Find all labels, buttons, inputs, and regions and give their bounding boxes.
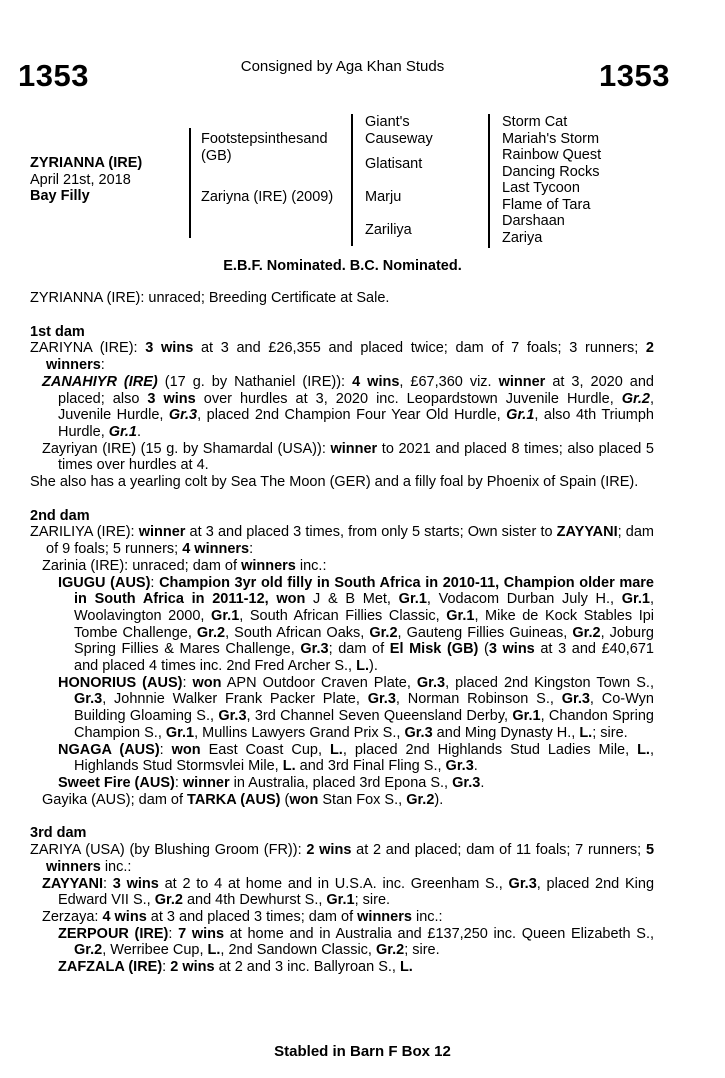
g3-8: Zariya	[502, 229, 543, 246]
zarinia-entry: Zarinia (IRE): unraced; dam of winners inc.:	[42, 557, 327, 574]
zerzaya-entry: Zerzaya: 4 wins at 3 and placed 3 times; dam of winners inc.:	[42, 908, 443, 925]
horse-info	[30, 155, 142, 205]
lot-number-left: 1353	[18, 58, 89, 93]
igugu-entry: IGUGU (AUS): Champion 3yr old filly in South Africa in 2010-11, Champion older mare in South Africa in 2011-12, won J & B Met, Gr.1, Vodacom Durban July H., Gr.1, Woolavington 2000, Gr.1, South African Fillies Classic, Gr.1, Mike de Kock Stables Ipi Tombe Challenge, Gr.2, South African Oaks, Gr.2, Gauteng Fillies Guineas, Gr.2, Joburg Spring Fillies & Mares Challenge, Gr.3; dam of El Misk (GB) (3 wins at 3 and £40,671 and placed 4 times inc. 2nd Fred Archer S., L.).	[58, 574, 655, 675]
sire-sire: Giant's Causeway	[365, 114, 433, 147]
dam: Zariyna (IRE) (2009)	[201, 189, 334, 205]
pedigree-divider-2	[351, 114, 353, 246]
ngaga-entry: NGAGA (AUS): won East Coast Cup, L., placed 2nd Highlands Stud Ladies Mile, L., Highlands Stud Stormsvlei Mile, L. and 3rd Final Fling S., Gr.3.	[58, 741, 654, 775]
third-dam-entry: ZARIYA (USA) (by Blushing Groom (FR)): 2 wins at 2 and placed; dam of 11 foals; 7 runners; 5 winners inc.:	[30, 842, 655, 875]
pedigree-divider-3	[488, 114, 490, 248]
sweet-fire-entry: Sweet Fire (AUS): winner in Australia, placed 3rd Epona S., Gr.3.	[58, 774, 485, 791]
zayriyan-entry: Zayriyan (IRE) (15 g. by Shamardal (USA)): winner to 2021 and placed 8 times; also placed 5 times over hurdles at 4.	[42, 440, 654, 474]
intro: ZYRIANNA (IRE): unraced; Breeding Certificate at Sale.	[30, 290, 390, 306]
second-dam-heading: 2nd dam	[30, 507, 90, 524]
zayyani-entry: ZAYYANI: 3 wins at 2 to 4 at home and in U.S.A. inc. Greenham S., Gr.3, placed 2nd King Edward VII S., Gr.2 and 4th Dewhurst S., Gr.1; sire.	[42, 875, 655, 909]
honorius-entry: HONORIUS (AUS): won APN Outdoor Craven Plate, Gr.3, placed 2nd Kingston Town S., Gr.3, Johnnie Walker Frank Packer Plate, Gr.3, Norman Robinson S., Gr.3, Co-Wyn Building Gloaming S., Gr.3, 3rd Channel Seven Queensland Derby, Gr.1, Chandon Spring Champion S., Gr.1, Mullins Lawyers Grand Prix S., Gr.3 and Ming Dynasty H., L.; sire.	[58, 674, 654, 741]
g3-6: Flame of Tara	[502, 196, 591, 213]
g3-7: Darshaan	[502, 213, 565, 229]
zanahiyr-entry: ZANAHIYR (IRE) (17 g. by Nathaniel (IRE)): 4 wins, £67,360 viz. winner at 3, 2020 and placed; also 3 wins over hurdles at 3, 2020 inc. Leopardstown Juvenile Hurdle, Gr.2, Juvenile Hurdle, Gr.3, placed 2nd Champion Four Year Old Hurdle, Gr.1, also 4th Triumph Hurdle, Gr.1.	[42, 373, 655, 440]
horse-name: ZYRIANNA (IRE)	[30, 155, 143, 171]
yearling-note: She also has a yearling colt by Sea The Moon (GER) and a filly foal by Phoenix of Spain (IRE).	[30, 474, 639, 491]
gayika-entry: Gayika (AUS); dam of TARKA (AUS) (won Stan Fox S., Gr.2).	[42, 791, 444, 808]
zafzala-entry: ZAFZALA (IRE): 2 wins at 2 and 3 inc. Ballyroan S., L.	[58, 959, 413, 976]
sire-dam: Glatisant	[365, 156, 423, 172]
pedigree-divider-1	[189, 128, 191, 238]
first-dam-heading: 1st dam	[30, 323, 85, 340]
second-dam-entry: ZARILIYA (IRE): winner at 3 and placed 3 times, from only 5 starts; Own sister to ZAYYANI; dam of 9 foals; 5 runners; 4 winners:	[30, 524, 654, 558]
first-dam-entry: ZARIYNA (IRE): 3 wins at 3 and £26,355 and placed twice; dam of 7 foals; 3 runners; 2 winners:	[30, 340, 654, 374]
horse-sex: Bay Filly	[30, 188, 90, 204]
g3-1: Storm Cat	[502, 114, 568, 130]
third-generation	[502, 114, 601, 246]
g3-4: Dancing Rocks	[502, 163, 600, 180]
horse-dob: April 21st, 2018	[30, 171, 131, 188]
dam-sire: Marju	[365, 189, 402, 205]
sire: Footstepsinthesand (GB)	[201, 131, 328, 164]
g3-2: Mariah's Storm	[502, 130, 600, 147]
zerpour-entry: ZERPOUR (IRE): 7 wins at home and in Australia and £137,250 inc. Queen Elizabeth S., Gr.2, Werribee Cup, L., 2nd Sandown Classic, Gr.2; sire.	[58, 925, 655, 959]
lot-number-right: 1353	[599, 58, 670, 93]
nominations: E.B.F. Nominated. B.C. Nominated.	[223, 258, 462, 274]
consignor: Consigned by Aga Khan Studs	[240, 58, 445, 75]
g3-3: Rainbow Quest	[502, 147, 602, 163]
stabling-info: Stabled in Barn F Box 12	[274, 1043, 451, 1060]
third-dam-heading: 3rd dam	[30, 825, 87, 842]
catalogue-body	[30, 290, 654, 976]
g3-5: Last Tycoon	[502, 180, 580, 196]
dam-dam: Zariliya	[365, 222, 412, 238]
